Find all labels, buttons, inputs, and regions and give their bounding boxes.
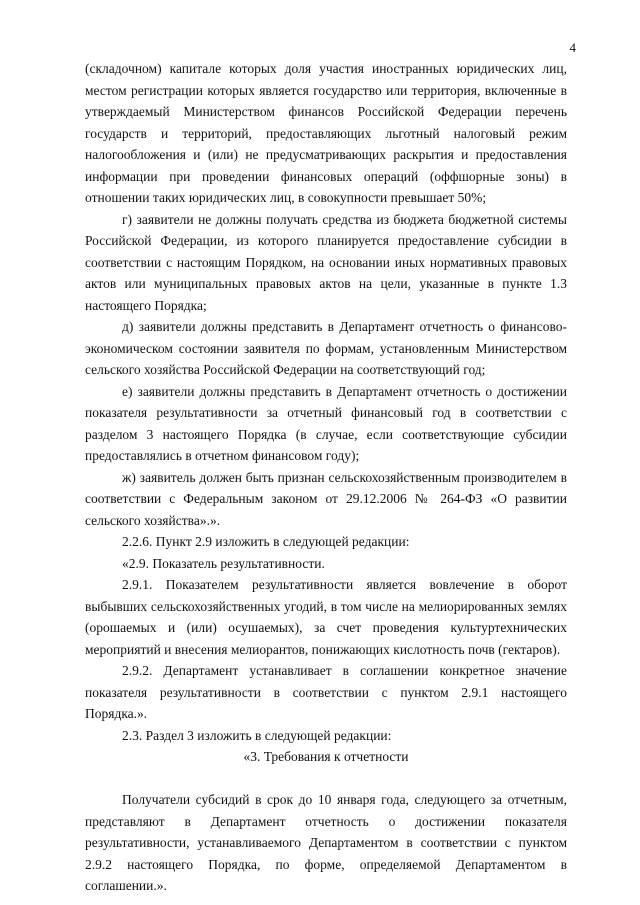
paragraph-item-zh: ж) заявитель должен быть признан сельскохозяйственным производителем в соответствии с Федеральным законом от 29.12.2006 № 264-ФЗ «О развитии сельского хозяйства».».: [85, 469, 567, 528]
page-number: 4: [569, 40, 576, 55]
paragraph-2-9-1: 2.9.1. Показателем результативности является вовлечение в оборот выбывших сельскохозяйственных угодий, в том числе на мелиорированных землях (орошаемых и (или) осушаемых), за счет проведения культуртехнических мероприятий и внесения мелиорантов, понижающих кислотность почв (гектаров).: [85, 577, 567, 657]
paragraph-2-9-2: 2.9.2. Департамент устанавливает в соглашении конкретное значение показателя результативности в соответствии с пунктом 2.9.1 настоящего Порядка.».: [85, 663, 567, 721]
paragraph-continuation: (складочном) капитале которых доля участия иностранных юридических лиц, местом регистрации которых является государство или территория, включенные в утверждаемый Министерством финансов Российской Федерации перечень государств и территорий, предоставляющих льготный налоговый режим налогообложения и (или) не предусматривающих раскрытия и предоставления информации при проведении финансовых операций (оффшорные зоны) в отношении таких юридических лиц, в совокупности превышает 50%;: [85, 61, 567, 205]
paragraph-reporting-requirements: Получатели субсидий в срок до 10 января года, следующего за отчетным, представляют в Департамент отчетность о достижении показателя результативности, устанавливаемого Департаментом в соответствии с пунктом 2.9.2 настоящего Порядка, по форме, определяемой Департаментом в соглашении.».: [85, 792, 567, 894]
paragraph-item-d: д) заявители должны представить в Департамент отчетность о финансово-экономическом состоянии заявителя по формам, установленным Министерством сельского хозяйства Российской Федерации на соответствующий год;: [85, 319, 567, 377]
paragraph-item-g: г) заявители не должны получать средства из бюджета бюджетной системы Российской Федерации, из которого планируется предоставление субсидии в соответствии с настоящим Порядком, на основании иных нормативных правовых актов или муниципальных правовых актов на цели, указанные в пункте 1.3 настоящего Порядка;: [85, 211, 567, 313]
paragraph-item-e: е) заявители должны представить в Департамент отчетность о достижении показателя результативности за отчетный финансовый год в соответствии с разделом 3 настоящего Порядка (в случае, если соответствующие субсидии предоставлялись в отчетном финансовом году);: [85, 383, 567, 463]
section-3-heading: «3. Требования к отчетности: [243, 749, 409, 764]
paragraph-2-2-6: 2.2.6. Пункт 2.9 изложить в следующей редакции:: [122, 534, 410, 549]
paragraph-2-9-heading: «2.9. Показатель результативности.: [122, 555, 325, 571]
paragraph-2-3: 2.3. Раздел 3 изложить в следующей редакции:: [122, 727, 392, 743]
document-body: [85, 58, 567, 897]
